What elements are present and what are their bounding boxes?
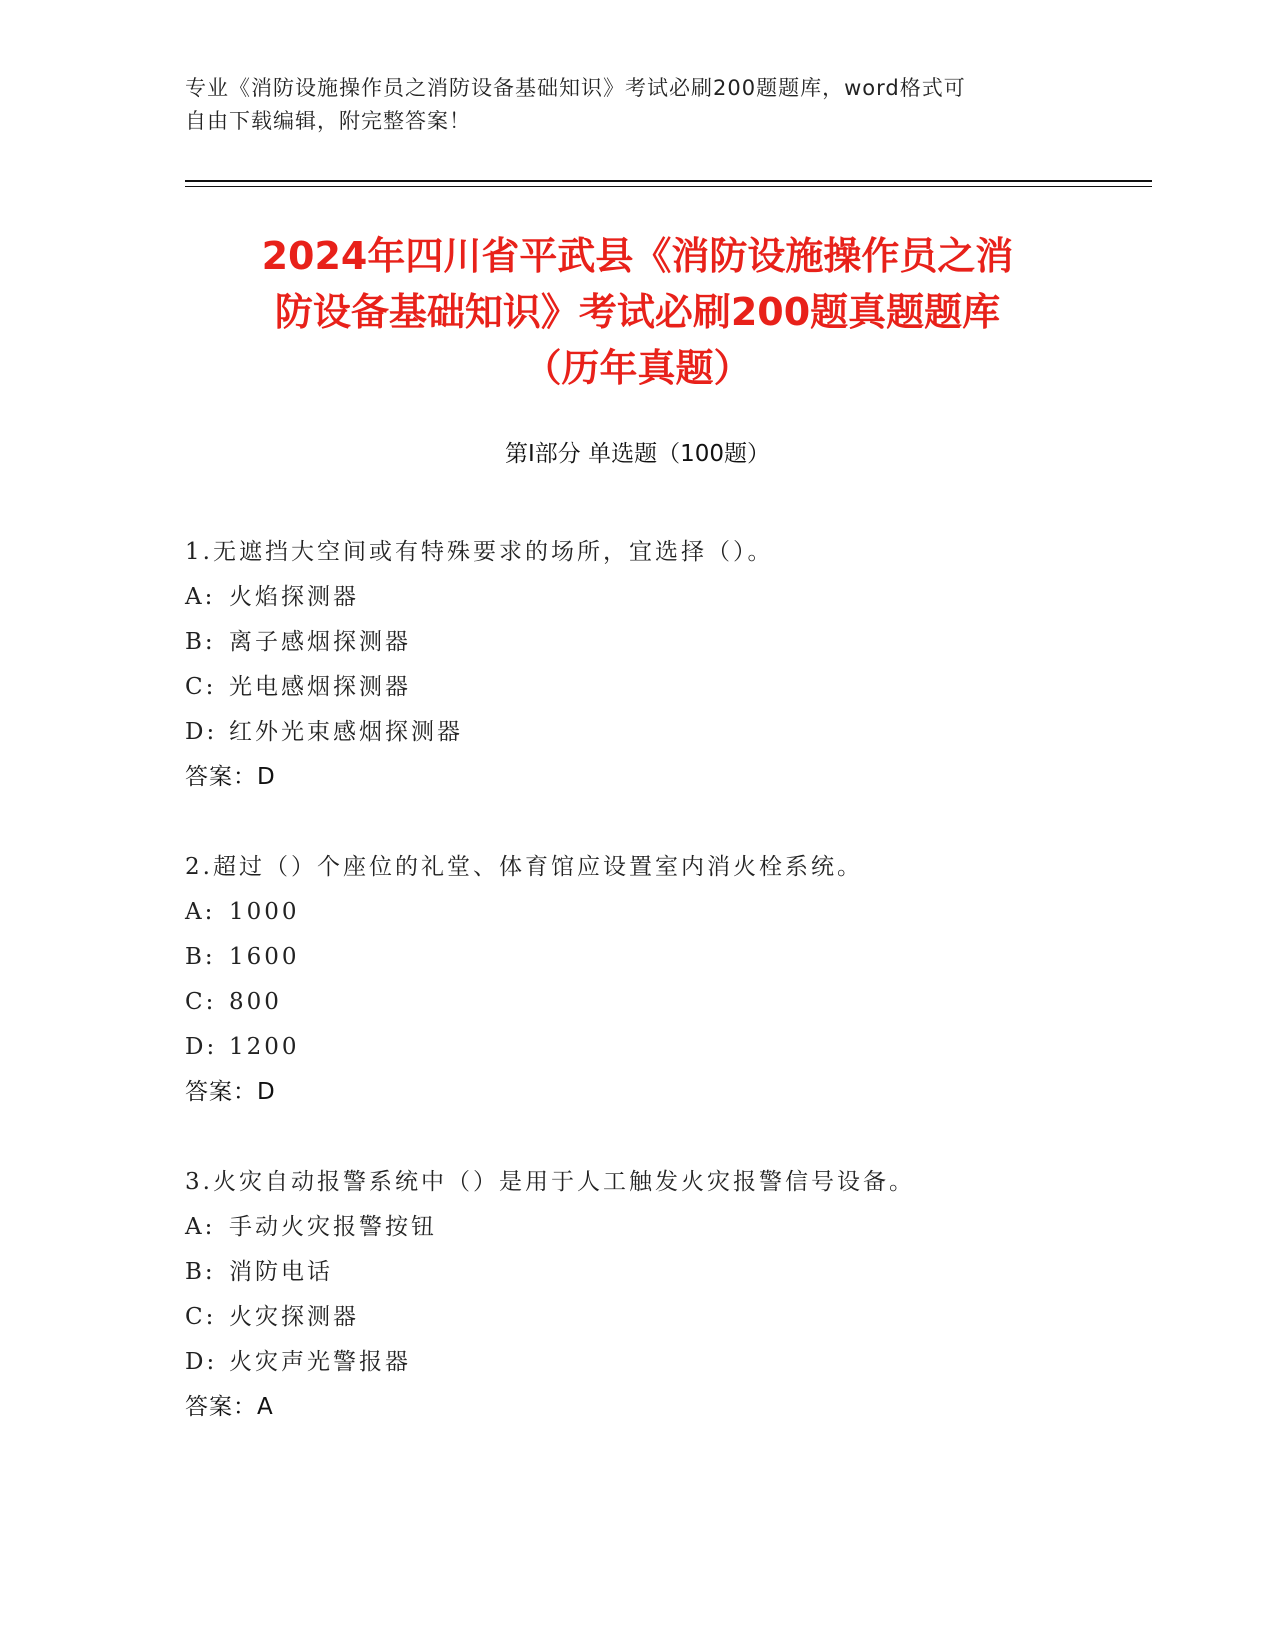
option-text: 离子感烟探测器	[229, 629, 411, 655]
question-stem: 2.超过（）个座位的礼堂、体育馆应设置室内消火栓系统。	[185, 854, 863, 880]
header-divider	[185, 186, 1152, 187]
option-label: C:	[185, 674, 217, 700]
answer-line: 答案：D	[185, 1079, 276, 1105]
option-label: B:	[185, 1259, 216, 1285]
option-line	[185, 1295, 1135, 1340]
header-note-line: 专业《消防设施操作员之消防设备基础知识》考试必刷200题题库，word格式可	[185, 76, 966, 100]
title-line: （历年真题）	[523, 346, 752, 390]
option-text: 800	[229, 989, 282, 1015]
option-label: C:	[185, 1304, 217, 1330]
answer-line: 答案：D	[185, 764, 276, 790]
option-text: 手动火灾报警按钮	[229, 1214, 437, 1240]
question-spacer	[185, 1115, 1135, 1160]
question-stem: 1.无遮挡大空间或有特殊要求的场所，宜选择（）。	[185, 539, 774, 565]
question-item	[185, 845, 1135, 1115]
option-label: B:	[185, 629, 216, 655]
option-line	[185, 620, 1135, 665]
option-label: D:	[185, 1034, 218, 1060]
option-line	[185, 710, 1135, 755]
option-text: 消防电话	[229, 1259, 333, 1285]
option-line	[185, 890, 1135, 935]
question-stem: 3.火灾自动报警系统中（）是用于人工触发火灾报警信号设备。	[185, 1169, 915, 1195]
option-line	[185, 1340, 1135, 1385]
option-text: 1200	[229, 1034, 300, 1060]
header-divider	[185, 180, 1152, 182]
question-item	[185, 1160, 1135, 1430]
header-note	[185, 72, 1085, 138]
title-line: 2024年四川省平武县《消防设施操作员之消	[261, 234, 1014, 278]
option-line	[185, 1205, 1135, 1250]
answer-line: 答案：A	[185, 1394, 274, 1420]
document-title	[140, 228, 1135, 396]
option-line	[185, 665, 1135, 710]
option-text: 1600	[229, 944, 300, 970]
option-line	[185, 935, 1135, 980]
option-text: 火焰探测器	[229, 584, 359, 610]
option-label: D:	[185, 1349, 218, 1375]
option-text: 1000	[229, 899, 300, 925]
option-line	[185, 1250, 1135, 1295]
option-label: C:	[185, 989, 217, 1015]
question-list	[185, 530, 1135, 1430]
option-line	[185, 1025, 1135, 1070]
option-line	[185, 575, 1135, 620]
question-item	[185, 530, 1135, 800]
section-heading: 第Ⅰ部分 单选题（100题）	[505, 441, 770, 467]
option-label: A:	[185, 899, 216, 925]
option-label: D:	[185, 719, 218, 745]
option-line	[185, 980, 1135, 1025]
option-text: 光电感烟探测器	[229, 674, 411, 700]
title-line: 防设备基础知识》考试必刷200题真题题库	[274, 290, 1001, 334]
question-spacer	[185, 800, 1135, 845]
option-label: B:	[185, 944, 216, 970]
option-text: 红外光束感烟探测器	[229, 719, 463, 745]
option-text: 火灾声光警报器	[229, 1349, 411, 1375]
option-label: A:	[185, 584, 216, 610]
option-text: 火灾探测器	[229, 1304, 359, 1330]
header-note-line: 自由下载编辑，附完整答案！	[185, 109, 471, 133]
option-label: A:	[185, 1214, 216, 1240]
